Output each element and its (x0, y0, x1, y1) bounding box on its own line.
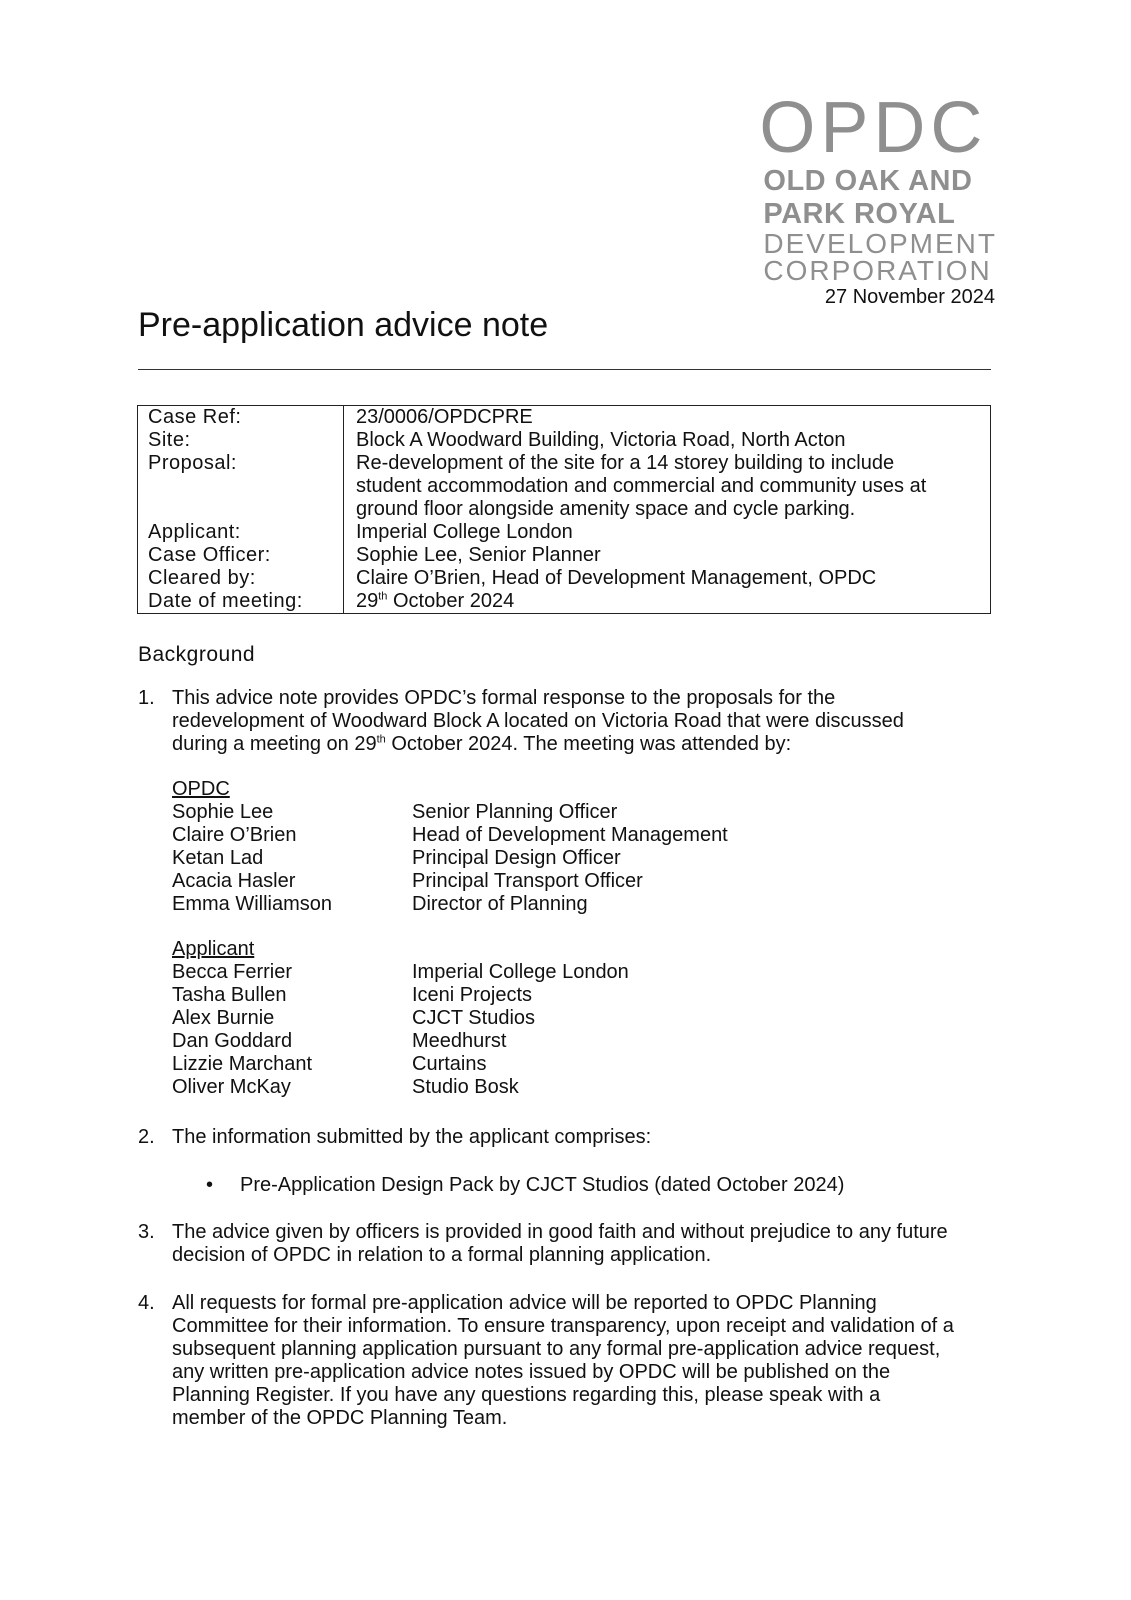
attendee-role: CJCT Studios (412, 1007, 536, 1029)
attendee-row (172, 1007, 998, 1030)
attendee-role: Principal Transport Officer (412, 870, 643, 892)
attendee-row (172, 1030, 998, 1053)
opdc-logo (759, 88, 997, 286)
meeting-day: 29 (356, 590, 379, 612)
site-value: Block A Woodward Building, Victoria Road, North Acton (356, 429, 846, 451)
proposal-line-2: student accommodation and commercial and community uses at (356, 475, 927, 497)
attendee-role: Iceni Projects (412, 984, 533, 1006)
page-title: Pre-application advice note (138, 306, 549, 344)
submission-bullet (206, 1174, 844, 1197)
logo-line-4: CORPORATION (763, 255, 992, 286)
meeting-date-row (138, 590, 991, 614)
text-line (172, 733, 998, 756)
meeting-day-suffix: th (378, 590, 388, 603)
attendee-name: Oliver McKay (172, 1076, 291, 1098)
attendee-row (172, 847, 998, 870)
paragraph-number: 4. (138, 1292, 155, 1314)
paragraph-text (172, 1292, 998, 1430)
attendee-row (172, 824, 998, 847)
meeting-month-year: October 2024 (387, 590, 515, 612)
case-officer-label: Case Officer: (138, 544, 344, 567)
attendee-role: Senior Planning Officer (412, 801, 618, 823)
attendee-name: Alex Burnie (172, 1007, 275, 1029)
attendee-role: Principal Design Officer (412, 847, 621, 869)
cleared-by-label: Cleared by: (138, 567, 344, 590)
paragraph-number: 3. (138, 1221, 155, 1243)
applicant-row (138, 521, 991, 544)
case-ref-label: Case Ref: (138, 406, 344, 430)
paragraph-1 (138, 687, 998, 756)
attendee-role: Meedhurst (412, 1030, 507, 1052)
case-officer-row (138, 544, 991, 567)
logo-line-1: OLD OAK AND (763, 165, 973, 197)
bullet-text: Pre-Application Design Pack by CJCT Studios (dated October 2024) (240, 1174, 845, 1196)
logo-line-3: DEVELOPMENT (763, 228, 997, 259)
paragraph-text (172, 687, 998, 756)
site-row (138, 429, 991, 452)
attendee-role: Imperial College London (412, 961, 629, 983)
text-line: All requests for formal pre-application advice will be reported to OPDC Planning (172, 1292, 877, 1314)
paragraph-4 (138, 1292, 998, 1430)
attendee-row (172, 961, 998, 984)
attendee-row (172, 1053, 998, 1076)
paragraph-2 (138, 1126, 998, 1149)
paragraph-text (172, 1221, 998, 1267)
text-line: subsequent planning application pursuant to any formal pre-application advice request, (172, 1338, 941, 1360)
attendee-group (172, 938, 998, 1099)
attendee-name: Dan Goddard (172, 1030, 293, 1052)
attendee-name: Becca Ferrier (172, 961, 293, 983)
case-ref-row (138, 406, 991, 430)
background-heading: Background (138, 643, 256, 666)
attendee-role: Head of Development Management (412, 824, 728, 846)
text-line: The advice given by officers is provided in good faith and without prejudice to any future (172, 1221, 948, 1243)
case-info-table (137, 405, 991, 614)
cleared-by-row (138, 567, 991, 590)
attendee-row (172, 870, 998, 893)
text-line: any written pre-application advice notes issued by OPDC will be published on the (172, 1361, 891, 1383)
attendee-name: Claire O’Brien (172, 824, 297, 846)
document-date: 27 November 2024 (824, 286, 995, 308)
attendee-name: Tasha Bullen (172, 984, 287, 1006)
paragraph-3 (138, 1221, 998, 1267)
attendee-group (172, 778, 998, 916)
text-line: This advice note provides OPDC’s formal response to the proposals for the (172, 687, 836, 709)
attendee-role: Director of Planning (412, 893, 588, 915)
applicant-value: Imperial College London (356, 521, 573, 543)
text-fragment: October 2024. The meeting was attended by: (385, 733, 792, 755)
attendee-name: Emma Williamson (172, 893, 333, 915)
opdc-heading: OPDC (172, 778, 230, 800)
proposal-line-3: ground floor alongside amenity space and cycle parking. (356, 498, 856, 520)
text-line: Committee for their information. To ensure transparency, upon receipt and validation of a (172, 1315, 954, 1337)
paragraph-number: 1. (138, 687, 155, 709)
paragraph-number: 2. (138, 1126, 155, 1148)
attendee-name: Ketan Lad (172, 847, 264, 869)
attendee-name: Lizzie Marchant (172, 1053, 313, 1075)
case-ref-value: 23/0006/OPDCPRE (356, 406, 533, 428)
site-label: Site: (138, 429, 344, 452)
proposal-label: Proposal: (138, 452, 344, 521)
applicant-attendees (138, 938, 998, 1099)
attendee-role: Curtains (412, 1053, 487, 1075)
proposal-line-1: Re-development of the site for a 14 storey building to include (356, 452, 895, 474)
logo-acronym: OPDC (759, 88, 988, 168)
attendee-row (172, 893, 998, 916)
attendee-row (172, 984, 998, 1007)
cleared-by-value: Claire O’Brien, Head of Development Management, OPDC (356, 567, 877, 589)
applicant-label: Applicant: (138, 521, 344, 544)
text-line: Planning Register. If you have any questions regarding this, please speak with a (172, 1384, 881, 1406)
text-line: member of the OPDC Planning Team. (172, 1407, 508, 1429)
proposal-value (344, 452, 991, 521)
attendee-name: Acacia Hasler (172, 870, 296, 892)
logo-line-2: PARK ROYAL (763, 198, 956, 230)
applicant-heading: Applicant (172, 938, 255, 960)
attendee-role: Studio Bosk (412, 1076, 519, 1098)
proposal-row (138, 452, 991, 521)
title-divider (138, 369, 991, 370)
text-line: decision of OPDC in relation to a formal planning application. (172, 1244, 712, 1266)
paragraph-text: The information submitted by the applicant comprises: (172, 1126, 652, 1148)
text-line: redevelopment of Woodward Block A located on Victoria Road that were discussed (172, 710, 904, 732)
attendee-row (172, 801, 998, 824)
meeting-date-label: Date of meeting: (138, 590, 344, 614)
opdc-attendees (138, 778, 998, 916)
attendee-row (172, 1076, 998, 1099)
text-fragment: during a meeting on 29 (172, 733, 377, 755)
bullet-icon: • (206, 1174, 214, 1196)
case-officer-value: Sophie Lee, Senior Planner (356, 544, 601, 566)
meeting-date-value (344, 590, 991, 614)
attendee-name: Sophie Lee (172, 801, 274, 823)
day-suffix: th (376, 733, 386, 746)
